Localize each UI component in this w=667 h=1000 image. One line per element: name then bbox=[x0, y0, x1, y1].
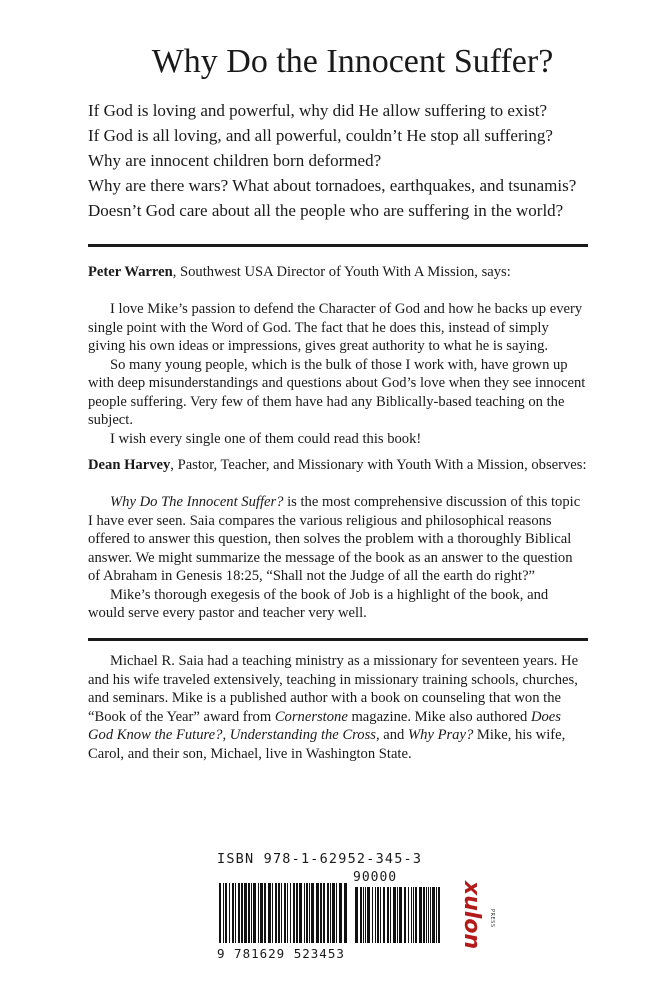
endorsement-paragraph bbox=[88, 493, 588, 586]
question-item: Why are innocent children born deformed? bbox=[88, 151, 382, 170]
bio-text: , bbox=[222, 727, 230, 743]
publisher-logo-subtext: PRESS bbox=[489, 909, 495, 928]
question-list bbox=[88, 98, 648, 223]
endorsement-text: is the most comprehensive discussion of this topic I have ever seen. Saia compares the various religious and philosophical reasons offered to answer this question, then solves the problem with a thoroughly Biblical answer. We might summarize the message of the book as an answer to the question of Abraham in Genesis 18:25, “Shall not the Judge of all the earth do right?” bbox=[88, 494, 581, 584]
ean-number: 9 781629 523453 bbox=[217, 946, 345, 961]
magazine-title: Cornerstone bbox=[274, 708, 348, 725]
endorsement-intro bbox=[88, 456, 588, 475]
divider bbox=[88, 638, 588, 641]
bio-text: , and bbox=[375, 727, 408, 743]
price-code: 90000 bbox=[353, 870, 398, 885]
book-title: Why Pray? bbox=[408, 727, 474, 743]
endorsement-dean-harvey bbox=[88, 456, 588, 623]
bio-text: magazine. Mike also authored bbox=[347, 708, 531, 725]
book-title-italic: Why Do The Innocent Suffer? bbox=[110, 494, 284, 510]
book-title: Does God Know the Future? bbox=[88, 708, 561, 743]
question-item: If God is all loving, and all powerful, couldn’t He stop all suffering? bbox=[88, 126, 553, 145]
isbn-barcode bbox=[217, 851, 445, 961]
endorser-title: , Southwest USA Director of Youth With A Mission, says: bbox=[172, 264, 511, 280]
publisher-logo-text: xulon bbox=[459, 881, 484, 950]
question-item: Doesn’t God care about all the people who are suffering in the world? bbox=[88, 201, 564, 220]
endorsement-paragraph: So many young people, which is the bulk of those I work with, have grown up with deep misunderstandings and questions about God’s love when they see innocent people suffering. Very few of them have had any Biblically-based teaching on the subject. bbox=[88, 356, 586, 428]
author-bio bbox=[88, 652, 588, 763]
endorser-name: Dean Harvey bbox=[88, 457, 171, 473]
page-title: Why Do the Innocent Suffer? bbox=[151, 43, 554, 80]
divider bbox=[88, 244, 588, 247]
barcode-bars bbox=[217, 883, 445, 947]
bio-text: Mike, his wife, Carol, and their son, Michael, live in Washington State. bbox=[88, 727, 566, 762]
question-item: Why are there wars? What about tornadoes, earthquakes, and tsunamis? bbox=[88, 176, 577, 195]
endorser-name: Peter Warren bbox=[88, 264, 173, 280]
bio-text: Michael R. Saia had a teaching ministry as a missionary for seventeen years. He and his wife traveled extensively, teaching in missionary training schools, churches, and seminars. Mike is a published author with a book on counseling that won the “Book of the Year” award from bbox=[88, 653, 579, 725]
endorsement-paragraph: Mike’s thorough exegesis of the book of Job is a highlight of the book, and would serve every pastor and teacher very well. bbox=[88, 586, 549, 621]
endorsement-paragraph: I wish every single one of them could read this book! bbox=[110, 430, 422, 447]
question-item: If God is loving and powerful, why did He allow suffering to exist? bbox=[88, 101, 548, 120]
endorsement-peter-warren bbox=[88, 263, 588, 448]
isbn-number: ISBN 978-1-62952-345-3 bbox=[217, 851, 423, 867]
endorsement-paragraph: I love Mike’s passion to defend the Character of God and how he backs up every single point with the Word of God. The fact that he does this, instead of simply giving his own ideas or impressions, gives great authority to what he is saying. bbox=[88, 301, 583, 354]
book-title: Understanding the Cross bbox=[229, 727, 376, 743]
author-bio-paragraph bbox=[88, 652, 588, 763]
publisher-logo bbox=[459, 875, 502, 955]
endorser-title: , Pastor, Teacher, and Missionary with Youth With a Mission, observes: bbox=[170, 457, 587, 473]
endorsement-intro bbox=[88, 263, 588, 282]
